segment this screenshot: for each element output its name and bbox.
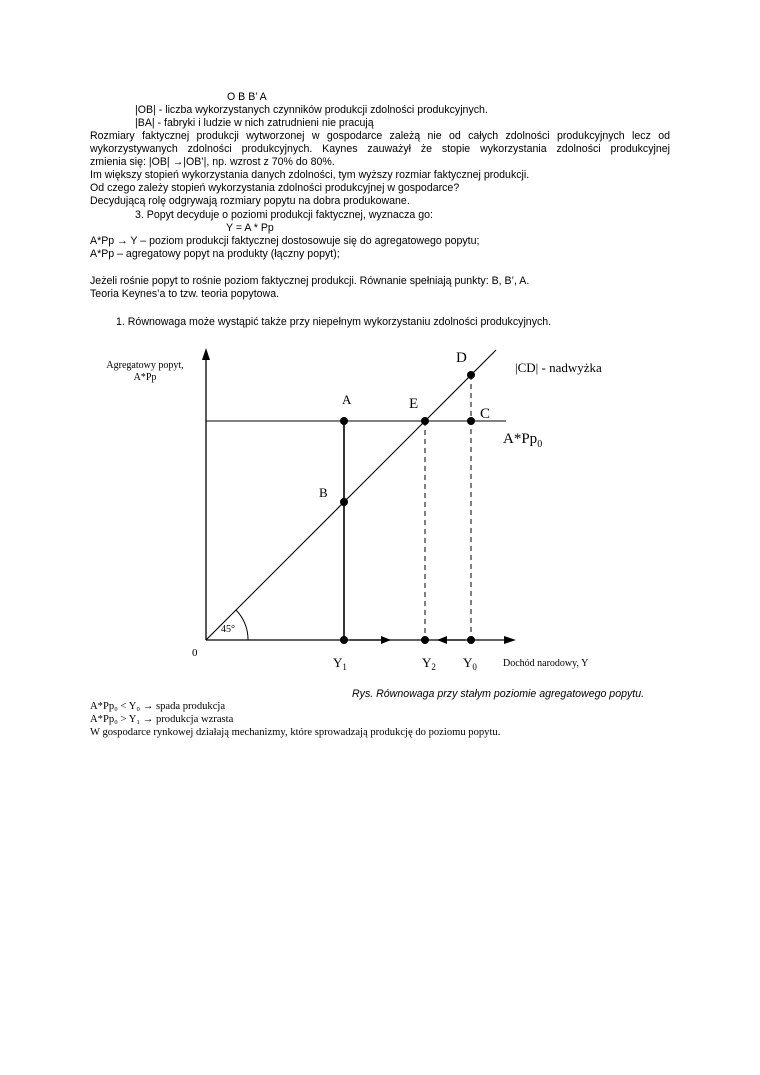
paragraph-line-2: wykorzystywanych zdolności produkcyjnych. Kaynes zauważył że stopie wykorzystania zdolności produkcyjnej <box>90 143 670 155</box>
paragraph-line-1: Rozmiary faktycznej produkcji wytworzonej w gospodarce zależą nie od całych zdolności produkcyjnych lecz od <box>90 130 670 142</box>
ob-definition: |OB| - liczba wykorzystanych czynników produkcji zdolności produkcyjnych. <box>135 104 488 116</box>
point-d <box>467 371 475 379</box>
formula: Y = A * Pp <box>226 222 274 234</box>
label-d: D <box>456 350 467 366</box>
increase-rule: A*Pp₀ > Y₁ → produkcja wzrasta <box>90 714 234 725</box>
y-axis-label-2: A*Pp <box>133 372 157 383</box>
statement-line: Im większy stopień wykorzystania danych zdolności, tym wyższy rozmiar faktycznej produkcji. <box>90 169 530 181</box>
segment-points-row: O B B’ A <box>227 91 267 103</box>
angle-arc <box>236 610 248 640</box>
cd-surplus-label: |CD| - nadwyżka <box>515 360 602 375</box>
y2-label <box>422 655 436 672</box>
paragraph-line-3: zmienia się: |OB| →|OB’|, np. wzrost z 70% do 80%. <box>90 156 335 168</box>
keynes-theory-line: Teoria Keynes’a to tzw. teoria popytowa. <box>90 288 280 300</box>
demand-label-main: A*Pp <box>503 431 538 447</box>
y0-label <box>463 655 477 672</box>
y-axis-arrowhead <box>202 348 210 360</box>
label-a: A <box>342 392 352 407</box>
point-y1 <box>340 636 348 644</box>
point-e <box>421 417 429 425</box>
list-item-1: 1. Równowaga może wystąpić także przy niepełnym wykorzystaniu zdolności produkcyjnych. <box>116 316 552 328</box>
ba-definition: |BA| - fabryki i ludzie w nich zatrudnieni nie pracują <box>135 117 374 129</box>
decrease-rule: A*Pp₀ < Y₀ → spada produkcja <box>90 701 226 712</box>
figure-caption: Rys. Równowaga przy stałym poziomie agregatowego popytu. <box>352 688 645 700</box>
y1-label-main: Y <box>333 655 343 670</box>
aggregate-demand-definition: A*Pp – agregatowy popyt na produkty (łączny popyt); <box>90 248 340 260</box>
demand-label <box>503 431 542 450</box>
point-b <box>340 498 348 506</box>
y0-label-sub: 0 <box>472 662 477 672</box>
y0-label-main: Y <box>463 655 473 670</box>
demand-growth-line: Jeżeli rośnie popyt to rośnie poziom faktycznej produkcji. Równanie spełniają punkty: B, B’, A. <box>90 275 530 287</box>
label-b: B <box>319 485 328 500</box>
y-axis-label-1: Agregatowy popyt, <box>106 360 184 371</box>
point-y2 <box>421 636 429 644</box>
point-c <box>467 417 475 425</box>
market-mechanism-line: W gospodarce rynkowej działają mechanizmy, które sprowadzają produkcję do poziomu popytu. <box>90 727 501 738</box>
demand-label-sub: 0 <box>537 439 543 450</box>
y2-label-sub: 2 <box>431 662 436 672</box>
point-3-heading: 3. Popyt decyduje o poziomi produkcji faktycznej, wyznacza go: <box>135 209 433 221</box>
point-y0 <box>467 636 475 644</box>
y1-label <box>333 655 347 672</box>
x-axis-arrowhead <box>504 636 516 644</box>
label-c: C <box>480 406 491 422</box>
x-axis-label: Dochód narodowy, Y <box>503 658 589 669</box>
answer-line: Decydującą rolę odgrywają rozmiary popytu na dobra produkowane. <box>90 195 410 207</box>
y1-label-sub: 1 <box>342 662 347 672</box>
angle-label: 45° <box>221 624 235 635</box>
question-line: Od czego zależy stopień wykorzystania zdolności produkcyjnej w gospodarce? <box>90 182 460 194</box>
point-a <box>340 417 348 425</box>
label-e: E <box>409 396 419 412</box>
origin-label: 0 <box>192 647 198 659</box>
y2-label-main: Y <box>422 655 432 670</box>
adjustment-line: A*Pp → Y – poziom produkcji faktycznej dostosowuje się do agregatowego popytu; <box>90 235 480 247</box>
